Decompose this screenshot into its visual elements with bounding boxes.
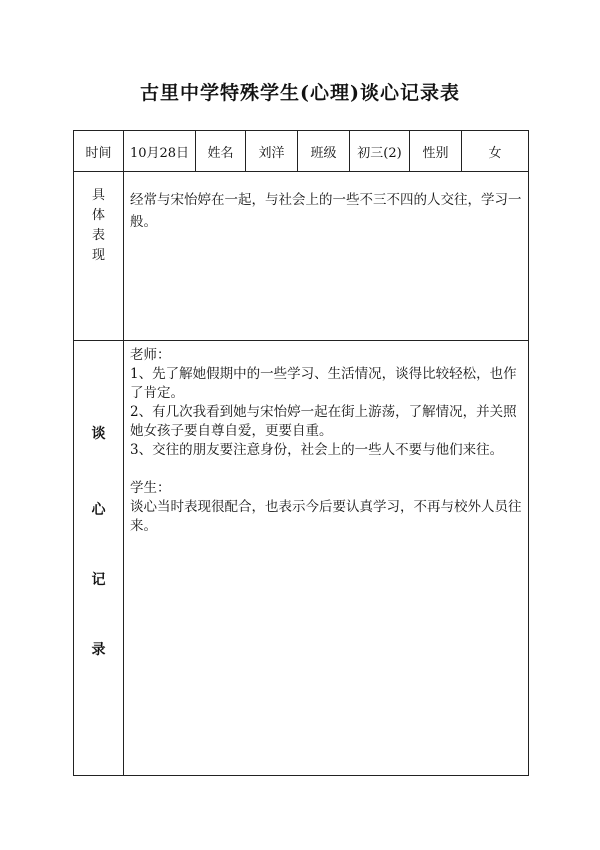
performance-text: 经常与宋怡婷在一起，与社会上的一些不三不四的人交往，学习一般。 — [130, 192, 522, 230]
page-title: 古里中学特殊学生(心理)谈心记录表 — [140, 82, 460, 104]
record-table — [73, 130, 529, 776]
talk-label-char: 心 — [91, 502, 106, 518]
time-label: 时间 — [74, 131, 124, 172]
talk-label — [74, 341, 124, 776]
time-value: 10月28日 — [124, 131, 196, 172]
performance-label-char: 表 — [91, 228, 105, 243]
class-value: 初三(2) — [350, 131, 410, 172]
performance-label — [74, 172, 124, 341]
teacher-item: 3、交往的朋友要注意身份，社会上的一些人不要与他们来往。 — [130, 442, 504, 458]
student-text: 谈心当时表现很配合，也表示今后要认真学习，不再与校外人员往来。 — [130, 499, 522, 534]
teacher-item: 1、先了解她假期中的一些学习、生活情况，谈得比较轻松，也作了肯定。 — [130, 366, 517, 401]
talk-label-char: 记 — [91, 572, 106, 588]
gender-value: 女 — [462, 131, 529, 172]
performance-row — [74, 172, 529, 341]
teacher-heading: 老师： — [130, 347, 171, 363]
header-row — [74, 131, 529, 172]
talk-label-char: 录 — [91, 642, 106, 658]
performance-label-char: 体 — [91, 208, 105, 223]
teacher-item: 2、有几次我看到她与宋怡婷一起在街上游荡，了解情况，并关照她女孩子要自尊自爱，更要自重。 — [130, 404, 517, 439]
performance-cell — [124, 172, 529, 341]
talk-label-char: 谈 — [91, 426, 106, 442]
talk-cell — [124, 341, 529, 776]
student-heading: 学生： — [130, 480, 171, 496]
class-label: 班级 — [298, 131, 350, 172]
name-value: 刘洋 — [246, 131, 298, 172]
gender-label: 性别 — [410, 131, 462, 172]
talk-row — [74, 341, 529, 776]
performance-label-char: 具 — [91, 188, 105, 203]
name-label: 姓名 — [196, 131, 246, 172]
performance-label-char: 现 — [91, 248, 105, 263]
